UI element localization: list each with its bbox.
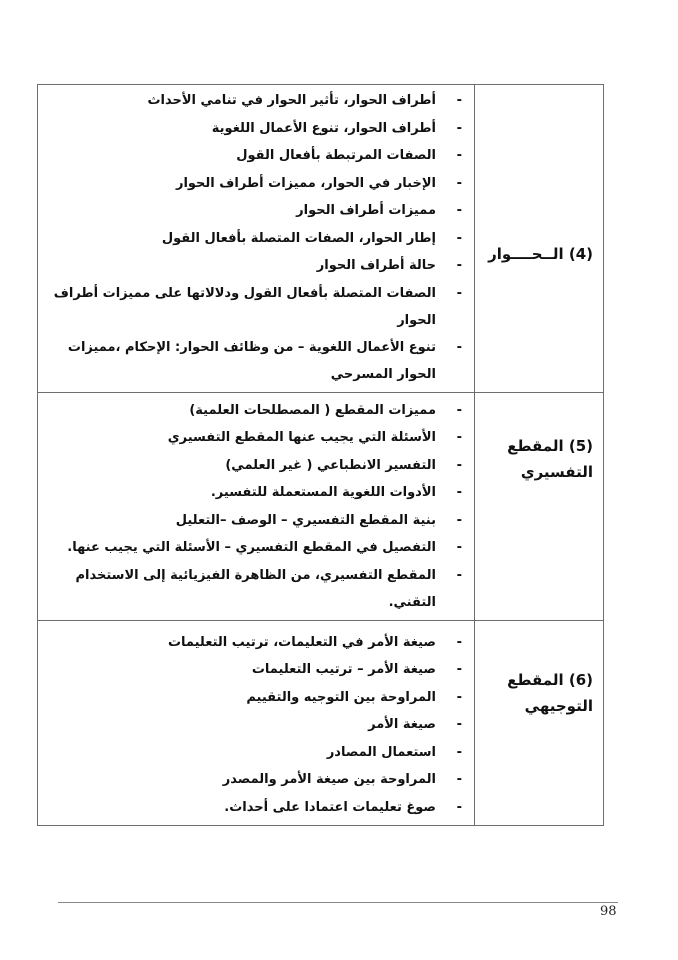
- item-text: الصفات المرتبطة بأفعال القول: [236, 148, 436, 163]
- list-item: [44, 766, 462, 794]
- section-items-cell: [38, 392, 475, 620]
- item-text: الأدوات اللغوية المستعملة للتفسير.: [210, 485, 436, 500]
- item-text: أطراف الحوار، تأثير الحوار في تنامي الأحداث: [147, 93, 436, 108]
- section-label-cell: [475, 392, 604, 620]
- list-item: [44, 684, 462, 712]
- item-text: إطار الحوار، الصفات المتصلة بأفعال القول: [161, 230, 436, 246]
- item-text: بنية المقطع التفسيري – الوصف –التعليل: [175, 512, 436, 528]
- bullet-dash: -: [456, 457, 462, 473]
- bullet-dash: -: [456, 203, 462, 218]
- table-row: [38, 85, 604, 393]
- item-text: المراوحة بين التوجيه والتقييم: [246, 689, 436, 705]
- list-item: [44, 115, 462, 143]
- bullet-dash: -: [456, 662, 462, 677]
- list-item: [44, 794, 462, 822]
- list-item: [44, 711, 462, 739]
- section-label: (4) الــحــــوار: [488, 245, 593, 263]
- list-item: [44, 142, 462, 170]
- list-item: [44, 225, 462, 253]
- bullet-dash: -: [456, 567, 462, 583]
- item-text: صيغة الأمر – ترتيب التعليمات: [251, 662, 436, 677]
- table-row: [38, 620, 604, 826]
- list-item: [44, 280, 462, 334]
- item-text: حالة أطراف الحوار: [316, 258, 436, 273]
- item-list: [38, 621, 474, 826]
- item-text: التفسير الانطباعي ( غير العلمي): [225, 457, 436, 473]
- section-items-cell: [38, 620, 475, 826]
- section-label-cell: [475, 85, 604, 393]
- list-item: [44, 334, 462, 388]
- item-text: الصفات المتصلة بأفعال القول ودلالاتها على مميزات أطراف الحوار: [53, 285, 436, 328]
- bullet-dash: -: [456, 175, 462, 191]
- list-item: [44, 397, 462, 425]
- page-number: 98: [600, 904, 617, 919]
- footer-divider: [58, 902, 618, 903]
- item-text: الإخبار في الحوار، مميزات أطراف الحوار: [175, 175, 436, 191]
- bullet-dash: -: [456, 93, 462, 108]
- item-text: تنوع الأعمال اللغوية – من وظائف الحوار: الإحكام ،مميزات الحوار المسرحي: [67, 339, 436, 382]
- list-item: [44, 739, 462, 767]
- bullet-dash: -: [456, 285, 462, 301]
- bullet-dash: -: [456, 799, 462, 815]
- bullet-dash: -: [456, 120, 462, 136]
- bullet-dash: -: [456, 485, 462, 500]
- section-label: (6) المقطع التوجيهي: [507, 670, 593, 715]
- section-label: (5) المقطع التفسيري: [507, 436, 593, 481]
- item-text: صيغة الأمر: [368, 717, 436, 732]
- list-item: [44, 424, 462, 452]
- bullet-dash: -: [456, 258, 462, 273]
- list-item: [44, 197, 462, 225]
- list-item: [44, 170, 462, 198]
- item-text: استعمال المصادر: [326, 744, 436, 760]
- list-item: [44, 452, 462, 480]
- list-item: [44, 534, 462, 562]
- bullet-dash: -: [456, 772, 462, 787]
- item-text: مميزات أطراف الحوار: [296, 203, 436, 218]
- list-item: [44, 562, 462, 616]
- item-text: المراوحة بين صيغة الأمر والمصدر: [222, 772, 436, 787]
- bullet-dash: -: [456, 430, 462, 445]
- list-item: [44, 252, 462, 280]
- item-text: صيغة الأمر في التعليمات، ترتيب التعليمات: [167, 634, 436, 650]
- section-label-cell: [475, 620, 604, 826]
- curriculum-table: [37, 84, 604, 826]
- item-list: [38, 85, 474, 392]
- list-item: [44, 656, 462, 684]
- bullet-dash: -: [456, 540, 462, 555]
- bullet-dash: -: [456, 634, 462, 650]
- list-item: [44, 479, 462, 507]
- bullet-dash: -: [456, 339, 462, 355]
- table-row: [38, 392, 604, 620]
- item-text: صوغ تعليمات اعتمادا على أحداث.: [224, 799, 436, 815]
- bullet-dash: -: [456, 230, 462, 246]
- item-list: [38, 393, 474, 620]
- bullet-dash: -: [456, 689, 462, 705]
- item-text: أطراف الحوار، تنوع الأعمال اللغوية: [211, 120, 436, 136]
- item-text: التفصيل في المقطع التفسيري – الأسئلة التي يجيب عنها.: [67, 540, 436, 555]
- list-item: [44, 507, 462, 535]
- item-text: المقطع التفسيري، من الظاهرة الفيزيائية إلى الاستخدام التقني.: [75, 567, 436, 610]
- bullet-dash: -: [456, 512, 462, 528]
- bullet-dash: -: [456, 402, 462, 418]
- bullet-dash: -: [456, 148, 462, 163]
- bullet-dash: -: [456, 717, 462, 732]
- item-text: الأسئلة التي يجيب عنها المقطع التفسيري: [167, 430, 436, 445]
- list-item: [44, 629, 462, 657]
- section-items-cell: [38, 85, 475, 393]
- item-text: مميزات المقطع ( المصطلحات العلمية): [189, 402, 436, 418]
- list-item: [44, 87, 462, 115]
- bullet-dash: -: [456, 744, 462, 760]
